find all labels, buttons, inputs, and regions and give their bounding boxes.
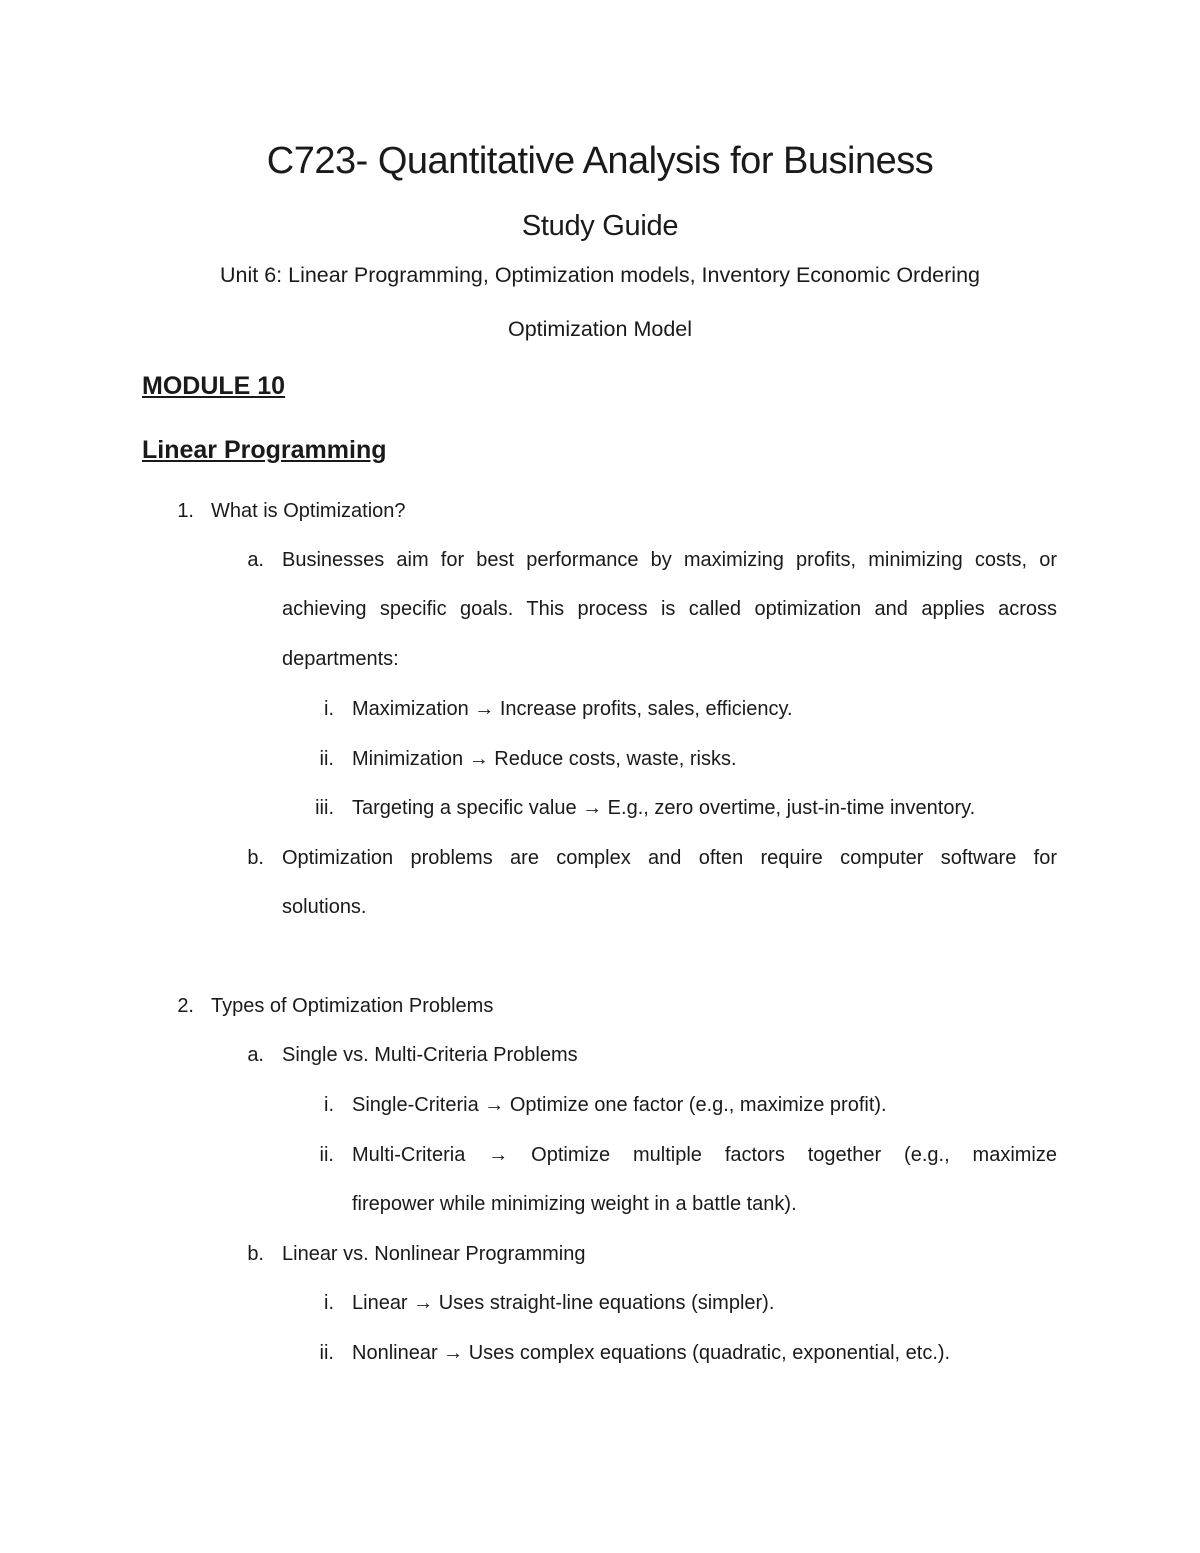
module-heading: MODULE 10 — [142, 372, 286, 400]
item-2a-marker: a. — [247, 1044, 264, 1066]
item-1a-line-2: achieving specific goals. This process is called optimization and applies across — [282, 598, 1057, 620]
unit-line-1: Unit 6: Linear Programming, Optimization models, Inventory Economic Ordering — [220, 263, 980, 287]
item-1-text: What is Optimization? — [211, 500, 406, 522]
item-2b-ii-marker: ii. — [319, 1342, 334, 1364]
item-2b-marker: b. — [247, 1243, 264, 1265]
item-1a-marker: a. — [247, 549, 264, 571]
item-2a-i-text: Single-Criteria → Optimize one factor (e.g., maximize profit). — [352, 1094, 887, 1116]
item-2b-text: Linear vs. Nonlinear Programming — [282, 1243, 586, 1265]
item-1-number: 1. — [177, 500, 194, 522]
item-2-text: Types of Optimization Problems — [211, 995, 494, 1017]
item-2a-i-marker: i. — [324, 1094, 334, 1116]
item-1a-i-text: Maximization → Increase profits, sales, efficiency. — [352, 698, 793, 720]
item-1a-i-marker: i. — [324, 698, 334, 720]
item-1b-line-1: Optimization problems are complex and often require computer software for — [282, 847, 1057, 869]
item-2a-text: Single vs. Multi-Criteria Problems — [282, 1044, 578, 1066]
item-1a-ii-text: Minimization → Reduce costs, waste, risks. — [352, 748, 737, 770]
item-2a-ii-line-1: Multi-Criteria → Optimize multiple factors together (e.g., maximize — [352, 1144, 1057, 1166]
item-1a-line-1: Businesses aim for best performance by maximizing profits, minimizing costs, or — [282, 549, 1057, 571]
item-1b-line-2: solutions. — [282, 896, 367, 918]
unit-line-2: Optimization Model — [507, 317, 693, 341]
item-2b-ii-text: Nonlinear → Uses complex equations (quadratic, exponential, etc.). — [352, 1342, 951, 1364]
item-1b-marker: b. — [247, 847, 264, 869]
item-1a-iii-text: Targeting a specific value → E.g., zero overtime, just-in-time inventory. — [352, 797, 976, 819]
item-1a-line-3: departments: — [282, 648, 399, 670]
item-2b-i-marker: i. — [324, 1292, 334, 1314]
item-2a-ii-line-2: firepower while minimizing weight in a battle tank). — [352, 1193, 797, 1215]
item-1a-ii-marker: ii. — [319, 748, 334, 770]
section-heading: Linear Programming — [142, 436, 387, 464]
document-title: C723- Quantitative Analysis for Business — [266, 140, 934, 182]
item-2a-ii-marker: ii. — [319, 1144, 334, 1166]
item-1a-iii-marker: iii. — [315, 797, 334, 819]
document-subtitle: Study Guide — [521, 210, 679, 242]
item-2b-i-text: Linear → Uses straight-line equations (simpler). — [352, 1292, 775, 1314]
item-2-number: 2. — [177, 995, 194, 1017]
